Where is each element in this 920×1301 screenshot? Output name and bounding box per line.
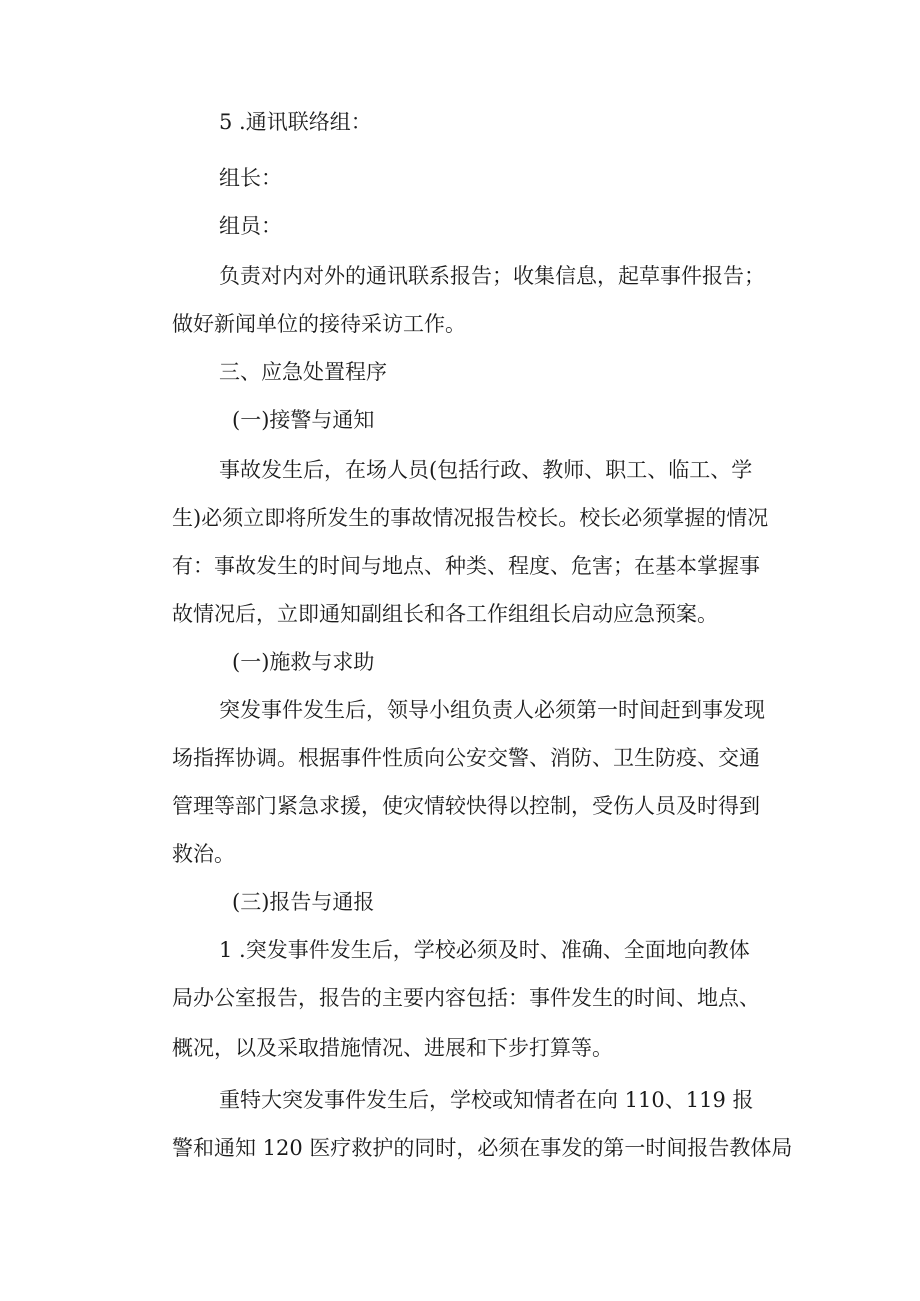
group-members-line: 组员： (219, 214, 282, 238)
paragraph-line: 局办公室报告，报告的主要内容包括：事件发生的时间、地点、 (172, 986, 760, 1010)
section-heading-emergency-procedure: 三、应急处置程序 (219, 360, 387, 384)
paragraph-line: 救治。 (172, 842, 235, 866)
subsection-heading-rescue: (一)施救与求助 (232, 650, 375, 674)
paragraph-line: 管理等部门紧急求援，使灾情较快得以控制，受伤人员及时得到 (172, 794, 760, 818)
section-heading-communication: 5 .通讯联络组： (219, 110, 372, 134)
paragraph-line: 1 .突发事件发生后，学校必须及时、准确、全面地向教体 (219, 938, 750, 962)
paragraph-line: 场指挥协调。根据事件性质向公安交警、消防、卫生防疫、交通 (172, 746, 760, 770)
paragraph-line: 生)必须立即将所发生的事故情况报告校长。校长必须掌握的情况 (172, 506, 769, 530)
paragraph-line: 概况，以及采取措施情况、进展和下步打算等。 (172, 1036, 613, 1060)
subsection-heading-alarm: (一)接警与通知 (232, 408, 375, 432)
paragraph-line: 警和通知 120 医疗救护的同时，必须在事发的第一时间报告教体局 (172, 1136, 793, 1160)
paragraph-line: 事故发生后，在场人员(包括行政、教师、职工、临工、学 (219, 458, 753, 482)
group-leader-line: 组长： (219, 166, 282, 190)
paragraph-line: 重特大突发事件发生后，学校或知情者在向 110、119 报 (219, 1088, 754, 1112)
paragraph-line: 有：事故发生的时间与地点、种类、程度、危害；在基本掌握事 (172, 554, 760, 578)
paragraph-line: 做好新闻单位的接待采访工作。 (172, 312, 466, 336)
subsection-heading-report: (三)报告与通报 (232, 890, 375, 914)
paragraph-line: 突发事件发生后，领导小组负责人必须第一时间赶到事发现 (219, 698, 765, 722)
paragraph-line: 故情况后，立即通知副组长和各工作组组长启动应急预案。 (172, 602, 718, 626)
paragraph-line: 负责对内对外的通讯联系报告；收集信息，起草事件报告； (219, 264, 765, 288)
